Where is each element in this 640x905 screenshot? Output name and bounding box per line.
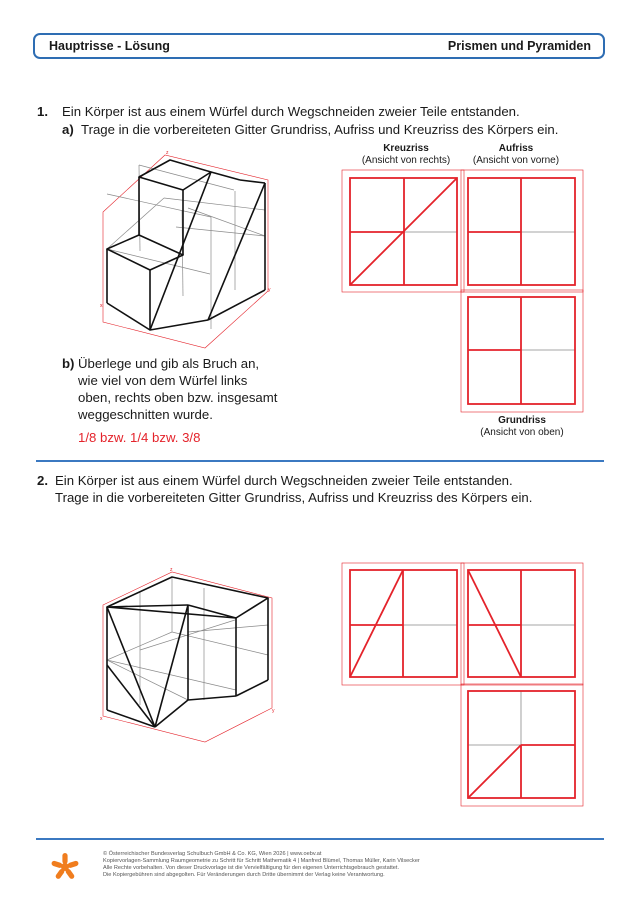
task1-part-b-line3: oben, rechts oben bzw. insgesamt — [78, 390, 278, 405]
task1-part-b-line1: Überlege und gib als Bruch an, — [78, 356, 260, 371]
cube2-axis-x: x — [100, 716, 103, 722]
cube1-axis-x: x — [100, 303, 103, 309]
worksheet-title: Hauptrisse - Lösung — [49, 39, 170, 53]
task1-grundriss-grid — [461, 290, 583, 412]
footer-rights: Alle Rechte vorbehalten. Von dieser Druckvorlage ist die Vervielfältigung für den eigenen Unterrichtsgebrauch gestattet. — [103, 865, 400, 871]
publisher-logo-icon — [51, 853, 79, 880]
kreuzriss-subtitle: (Ansicht von rechts) — [361, 155, 451, 166]
footer-disclaimer: Die Kopiergebühren sind abgegolten. Für Veränderungen durch Dritte übernimmt der Verlag keine Verantwortung. — [103, 872, 385, 878]
task1-answer: 1/8 bzw. 1/4 bzw. 3/8 — [78, 430, 201, 445]
task2-kreuzriss-grid — [342, 563, 464, 685]
cube2-axis-y: y — [272, 708, 275, 714]
cube1-axis-y: y — [268, 287, 271, 293]
kreuzriss-title: Kreuzriss — [383, 143, 429, 154]
task2-line2: Trage in die vorbereiteten Gitter Grundriss, Aufriss und Kreuzriss des Körpers ein. — [55, 490, 533, 505]
task1-part-b-line4: weggeschnitten wurde. — [78, 407, 213, 422]
task1-part-b-label: b) — [62, 356, 75, 371]
footer-divider — [36, 838, 604, 840]
aufriss-title: Aufriss — [498, 143, 534, 154]
task2-aufriss-grid — [461, 563, 583, 685]
task2-line1: Ein Körper ist aus einem Würfel durch Wegschneiden zweier Teile entstanden. — [55, 473, 513, 488]
task1-part-a-text: Trage in die vorbereiteten Gitter Grundriss, Aufriss und Kreuzriss des Körpers ein. — [81, 122, 559, 137]
task2-cube-drawing — [100, 567, 275, 742]
grundriss-subtitle: (Ansicht von oben) — [480, 427, 564, 438]
task1-cube-drawing — [100, 150, 271, 348]
task1-aufriss-grid — [461, 170, 583, 292]
task1-kreuzriss-grid — [342, 170, 464, 292]
task2-grundriss-grid — [461, 684, 583, 806]
task1-intro: Ein Körper ist aus einem Würfel durch Wegschneiden zweier Teile entstanden. — [62, 104, 520, 119]
grundriss-title: Grundriss — [498, 415, 546, 426]
cube1-axis-z: z — [166, 150, 169, 156]
task1-part-a-label: a) — [62, 122, 74, 137]
cube2-axis-z: z — [170, 567, 173, 573]
footer-copyright: © Österreichischer Bundesverlag Schulbuch GmbH & Co. KG, Wien 2026 | www.oebv.at — [103, 851, 322, 857]
footer-source: Kopiervorlagen-Sammlung Raumgeometrie zu Schritt für Schritt Mathematik 4 | Manfred Blümel, Thomas Müller, Karin Vilsecker — [103, 858, 420, 864]
worksheet-topic: Prismen und Pyramiden — [447, 39, 591, 53]
aufriss-subtitle: (Ansicht von vorne) — [472, 155, 560, 166]
task2-number: 2. — [37, 473, 48, 488]
task1-part-b-line2: wie viel von dem Würfel links — [78, 373, 248, 388]
task1-number: 1. — [37, 104, 48, 119]
